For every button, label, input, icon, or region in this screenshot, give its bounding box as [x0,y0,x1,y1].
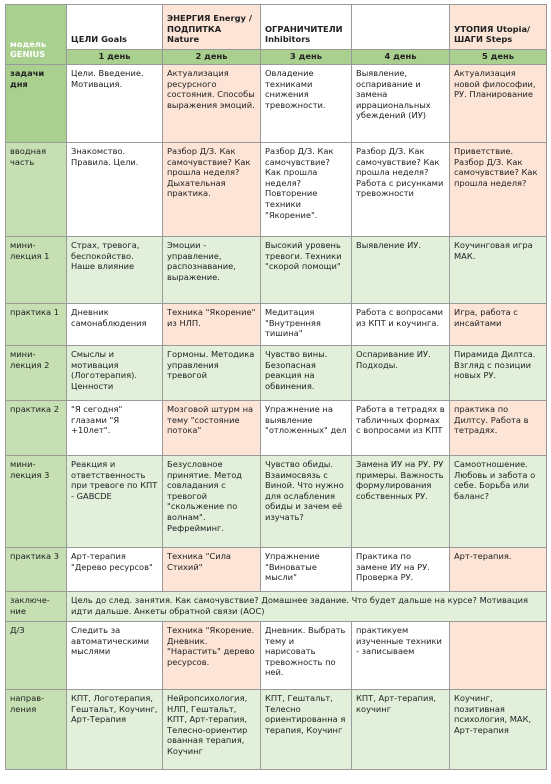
table-row [6,690,547,770]
row-label: практика 1 [6,304,67,346]
table-row [6,304,547,346]
table-cell: Высокий уровень тревоги. Техники "скорой помощи" [261,237,352,304]
table-cell: Цели. Введение. Мотивация. [67,65,163,143]
table-cell: Дневник. Выбрать тему и нарисовать тревожность по ней. [261,622,352,690]
table-cell: Медитация "Внутренняя тишина" [261,304,352,346]
table-cell: Нейропсихология, НЛП, Гештальт, КПТ, Арт-терапия, Телесно-ориентир ованная терапия, Коучинг [163,690,261,770]
table-cell [450,622,547,690]
day-1: 1 день [67,50,163,65]
table-cell: Упражнение "Виноватые мысли" [261,548,352,592]
table-cell: Страх, тревога, беспокойство. Наше влияние [67,237,163,304]
table-cell: Арт-терапия. [450,548,547,592]
table-row [6,456,547,548]
day-5: 5 день [450,50,547,65]
program-table [5,4,547,770]
table-row [6,143,547,237]
table-cell: Упражнение на выявление "отложенных" дел [261,401,352,456]
table-cell: Работа с вопросами из КПТ и коучинга. [352,304,450,346]
table-cell: Практика по замене ИУ на РУ. Проверка РУ. [352,548,450,592]
table-cell: Выявление, оспаривание и замена иррациональных убеждений (ИУ) [352,65,450,143]
col-head-goals: ЦЕЛИ Goals [67,5,163,50]
row-label: Д/З [6,622,67,690]
table-cell: практика по Дилтсу. Работа в тетрадях. [450,401,547,456]
row-label: мини-лекция 2 [6,346,67,401]
table-cell: Чувство вины. Безопасная реакция на обвинения. [261,346,352,401]
col-head-energy: ЭНЕРГИЯ Energy / ПОДПИТКА Nature [163,5,261,50]
table-row [6,592,547,622]
table-cell: Разбор Д/З. Как самочувствие? Как прошла неделя? Работа с рисунками тревожности [352,143,450,237]
table-cell: Знакомство. Правила. Цели. [67,143,163,237]
day-2: 2 день [163,50,261,65]
table-cell: КПТ, Логотерапия, Гештальт, Коучинг, Арт-Терапия [67,690,163,770]
row-label: вводная часть [6,143,67,237]
table-cell: Дневник самонаблюдения [67,304,163,346]
table-row [6,401,547,456]
header-row [6,5,547,50]
table-cell: Выявление ИУ. [352,237,450,304]
table-cell: Техника "Якорение. Дневник. "Нарастить" дерево ресурсов. [163,622,261,690]
table-cell: Мозговой штурм на тему "состояние потока" [163,401,261,456]
day-4: 4 день [352,50,450,65]
model-title: модель GENIUS [6,5,67,65]
table-cell: Самоотношение. Любовь и забота о себе. Борьба или баланс? [450,456,547,548]
table-cell: Техника "Якорение" из НЛП. [163,304,261,346]
table-cell: Актуализация новой философии, РУ. Планирование [450,65,547,143]
table-cell: КПТ, Гештальт, Телесно ориентированна я терапия, Коучинг [261,690,352,770]
row-label: практика 3 [6,548,67,592]
table-row [6,237,547,304]
table-cell: Эмоции - управление, распознавание, выражение. [163,237,261,304]
table-row [6,346,547,401]
table-cell: Актуализация ресурсного состояния. Способы выражения эмоций. [163,65,261,143]
table-cell: КПТ, Арт-терапия, коучинг [352,690,450,770]
table-cell: Работа в тетрадях в табличных формах с вопросами из КПТ [352,401,450,456]
table-row [6,548,547,592]
table-cell: Пирамида Дилтса. Взгляд с позиции новых РУ. [450,346,547,401]
col-head-utopia: УТОПИЯ Utopia/ ШАГИ Steps [450,5,547,50]
row-label: мини-лекция 1 [6,237,67,304]
table-cell: Арт-терапия "Дерево ресурсов" [67,548,163,592]
day-3: 3 день [261,50,352,65]
conclusion-cell: Цель до след. занятия. Как самочувствие? Домашнее задание. Что будет дальше на курсе? Мотивация идти дальше. Анкеты обратной связи (АОС) [67,592,547,622]
table-cell: практикуем изученные техники - записываем [352,622,450,690]
table-cell: Гормоны. Методика управления тревогой [163,346,261,401]
table-cell: Приветствие. Разбор Д/З. Как самочувствие? Как прошла неделя? [450,143,547,237]
table-cell: Разбор Д/З. Как самочувствие? Как прошла неделя? Повторение техники "Якорение". [261,143,352,237]
row-label: заключе-ние [6,592,67,622]
table-cell: Коучинг, позитивная психология, МАК, Арт-терапия [450,690,547,770]
table-row [6,622,547,690]
row-label: мини-лекция 3 [6,456,67,548]
table-cell: Реакция и ответственность при тревоге по КПТ - GABCDE [67,456,163,548]
table-cell: Игра, работа с инсайтами [450,304,547,346]
table-cell: Техника "Сила Стихий" [163,548,261,592]
row-label: задачи дня [6,65,67,143]
table-cell: Следить за автоматическими мыслями [67,622,163,690]
table-cell: Коучинговая игра МАК. [450,237,547,304]
table-cell: Разбор Д/З. Как самочувствие? Как прошла неделя? Дыхательная практика. [163,143,261,237]
table-row [6,65,547,143]
table-cell: Безусловное принятие. Метод совладания с тревогой "скольжение по волнам". Рефрейминг. [163,456,261,548]
row-label: направ-ления [6,690,67,770]
table-cell: "Я сегодня" глазами "Я +10лет". [67,401,163,456]
table-cell: Смыслы и мотивация (Логотерапия). Ценности [67,346,163,401]
table-cell: Чувство обиды. Взаимосвязь с Виной. Что нужно для ослабления обиды и зачем её изучать? [261,456,352,548]
col-head-inhibitors: ОГРАНИЧИТЕЛИ Inhibitors [261,5,352,50]
table-cell: Замена ИУ на РУ. РУ примеры. Важность формулирования собственных РУ. [352,456,450,548]
day-row [6,50,547,65]
table-cell: Оспаривание ИУ. Подходы. [352,346,450,401]
table-cell: Овладение техниками снижения тревожности. [261,65,352,143]
row-label: практика 2 [6,401,67,456]
col-head-day4 [352,5,450,50]
